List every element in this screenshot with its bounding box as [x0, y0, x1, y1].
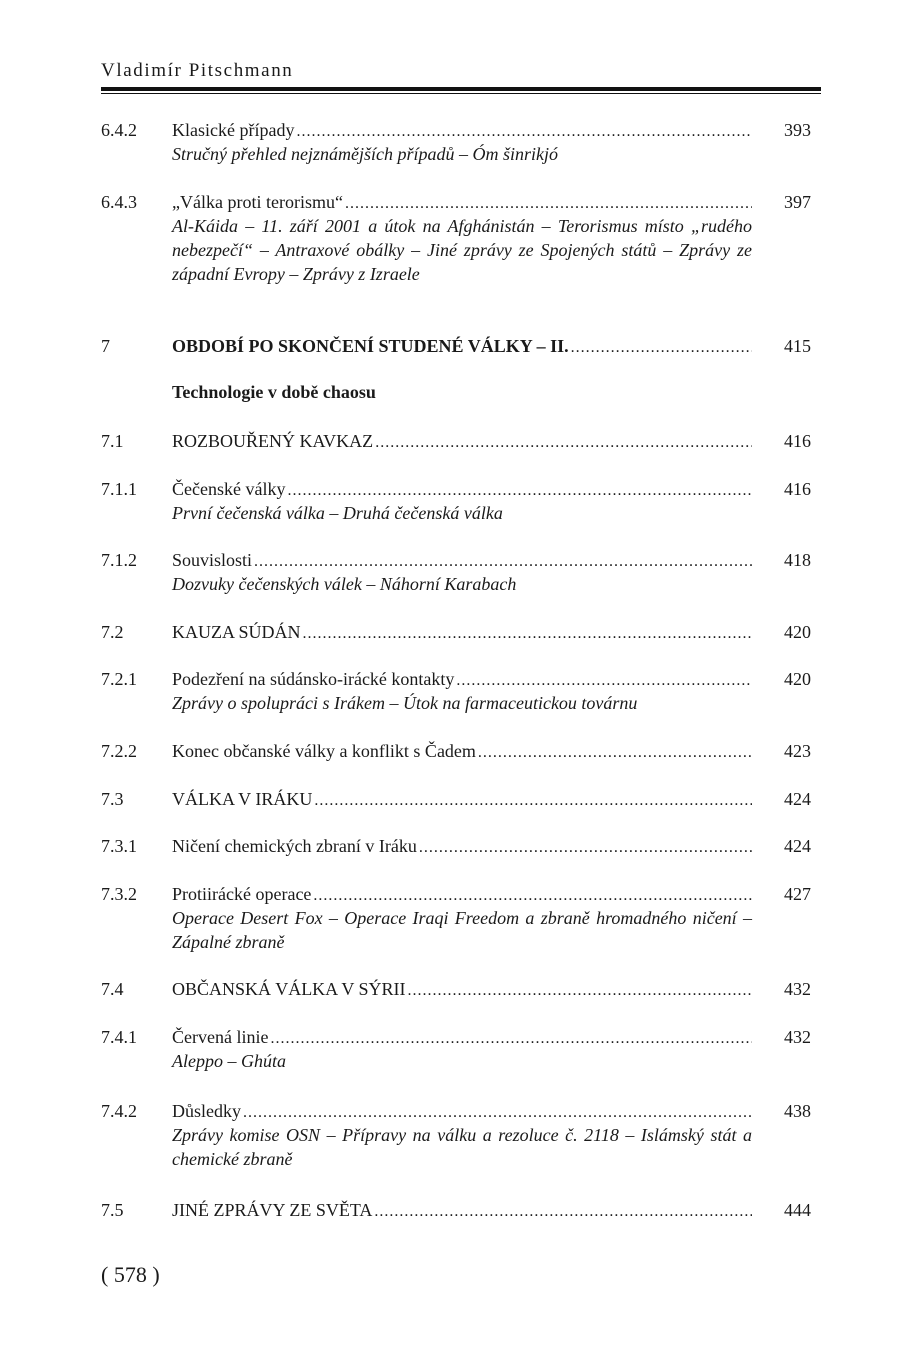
toc-number: 7.2.2: [101, 741, 137, 761]
section-heading: Technologie v době chaosu: [172, 382, 376, 402]
toc-page: 438: [784, 1101, 811, 1121]
toc-subtopics: Zprávy komise OSN – Přípravy na válku a rezoluce č. 2118 – Islámský stát a chemické zbraně: [172, 1125, 752, 1169]
toc-page: 416: [784, 431, 811, 451]
toc-page: 397: [784, 192, 811, 212]
toc-number: 7: [101, 336, 110, 356]
dot-leader: [419, 836, 752, 860]
toc-number: 6.4.3: [101, 192, 137, 212]
dot-leader: [270, 1027, 752, 1051]
toc-number: 7.1.2: [101, 550, 137, 570]
toc-page: 432: [784, 1027, 811, 1047]
dot-leader: [254, 550, 752, 574]
header-rule-thin: [101, 93, 821, 94]
toc-number: 7.1.1: [101, 479, 137, 499]
toc-number: 6.4.2: [101, 120, 137, 140]
toc-page: 393: [784, 120, 811, 140]
toc-page: 427: [784, 884, 811, 904]
toc-title: OBČANSKÁ VÁLKA V SÝRII: [172, 979, 406, 999]
toc-title: Podezření na súdánsko-irácké kontakty: [172, 669, 455, 689]
toc-subtopics: Dozvuky čečenských válek – Náhorní Karabach: [172, 574, 517, 594]
toc-number: 7.1: [101, 431, 124, 451]
toc-title: Ničení chemických zbraní v Iráku: [172, 836, 417, 856]
toc-number: 7.2.1: [101, 669, 137, 689]
toc-page: 423: [784, 741, 811, 761]
toc-number: 7.4: [101, 979, 124, 999]
dot-leader: [408, 979, 752, 1003]
running-header: Vladimír Pitschmann: [101, 60, 294, 81]
toc-subtopics: Aleppo – Ghúta: [172, 1051, 286, 1071]
toc-title: Konec občanské války a konflikt s Čadem: [172, 741, 476, 761]
toc-page: 418: [784, 550, 811, 570]
toc-title: „Válka proti terorismu“: [172, 192, 343, 212]
toc-page: 432: [784, 979, 811, 999]
toc-page: 444: [784, 1200, 811, 1220]
dot-leader: [571, 336, 752, 360]
toc-number: 7.3.1: [101, 836, 137, 856]
dot-leader: [478, 741, 752, 765]
dot-leader: [374, 1200, 752, 1224]
toc-page: 420: [784, 669, 811, 689]
toc-number: 7.4.2: [101, 1101, 137, 1121]
dot-leader: [375, 431, 752, 455]
toc-page: 424: [784, 789, 811, 809]
toc-title: Protiirácké operace: [172, 884, 312, 904]
toc-title: VÁLKA V IRÁKU: [172, 789, 313, 809]
dot-leader: [345, 192, 752, 216]
dot-leader: [287, 479, 752, 503]
toc-subtopics: První čečenská válka – Druhá čečenská válka: [172, 503, 503, 523]
toc-title: Čečenské války: [172, 479, 286, 499]
dot-leader: [313, 884, 752, 908]
toc-title: Červená linie: [172, 1027, 269, 1047]
toc-subtopics: Al-Káida – 11. září 2001 a útok na Afghánistán – Terorismus místo „rudého nebezpečí“ – Antraxové obálky – Jiné zprávy ze Spojených států – Zprávy ze západní Evropy – Zprávy z Izraele: [172, 216, 752, 284]
page-number: ( 578 ): [101, 1262, 160, 1287]
toc-number: 7.5: [101, 1200, 124, 1220]
dot-leader: [314, 789, 752, 813]
toc-subtopics: Operace Desert Fox – Operace Iraqi Freedom a zbraně hromadného ničení – Zápalné zbraně: [172, 908, 752, 952]
dot-leader: [456, 669, 752, 693]
toc-subtopics: Stručný přehled nejznámějších případů – Óm šinrikjó: [172, 144, 558, 164]
toc-title: ROZBOUŘENÝ KAVKAZ: [172, 431, 374, 451]
toc-title: Souvislosti: [172, 550, 253, 570]
dot-leader: [296, 120, 752, 144]
toc-title: OBDOBÍ PO SKONČENÍ STUDENÉ VÁLKY – II.: [172, 336, 569, 356]
toc-title: KAUZA SÚDÁN: [172, 622, 301, 642]
toc-title: Klasické případy: [172, 120, 295, 140]
toc-title: JINÉ ZPRÁVY ZE SVĚTA: [172, 1200, 373, 1220]
toc-number: 7.3: [101, 789, 124, 809]
dot-leader: [243, 1101, 752, 1125]
toc-number: 7.4.1: [101, 1027, 137, 1047]
toc-title: Důsledky: [172, 1101, 241, 1121]
toc-number: 7.2: [101, 622, 124, 642]
dot-leader: [303, 622, 752, 646]
toc-number: 7.3.2: [101, 884, 137, 904]
toc-page: 416: [784, 479, 811, 499]
toc-page: 424: [784, 836, 811, 856]
header-rule-thick: [101, 87, 821, 91]
toc-page: 420: [784, 622, 811, 642]
toc-subtopics: Zprávy o spolupráci s Irákem – Útok na farmaceutickou továrnu: [172, 693, 638, 713]
toc-page: 415: [784, 336, 811, 356]
